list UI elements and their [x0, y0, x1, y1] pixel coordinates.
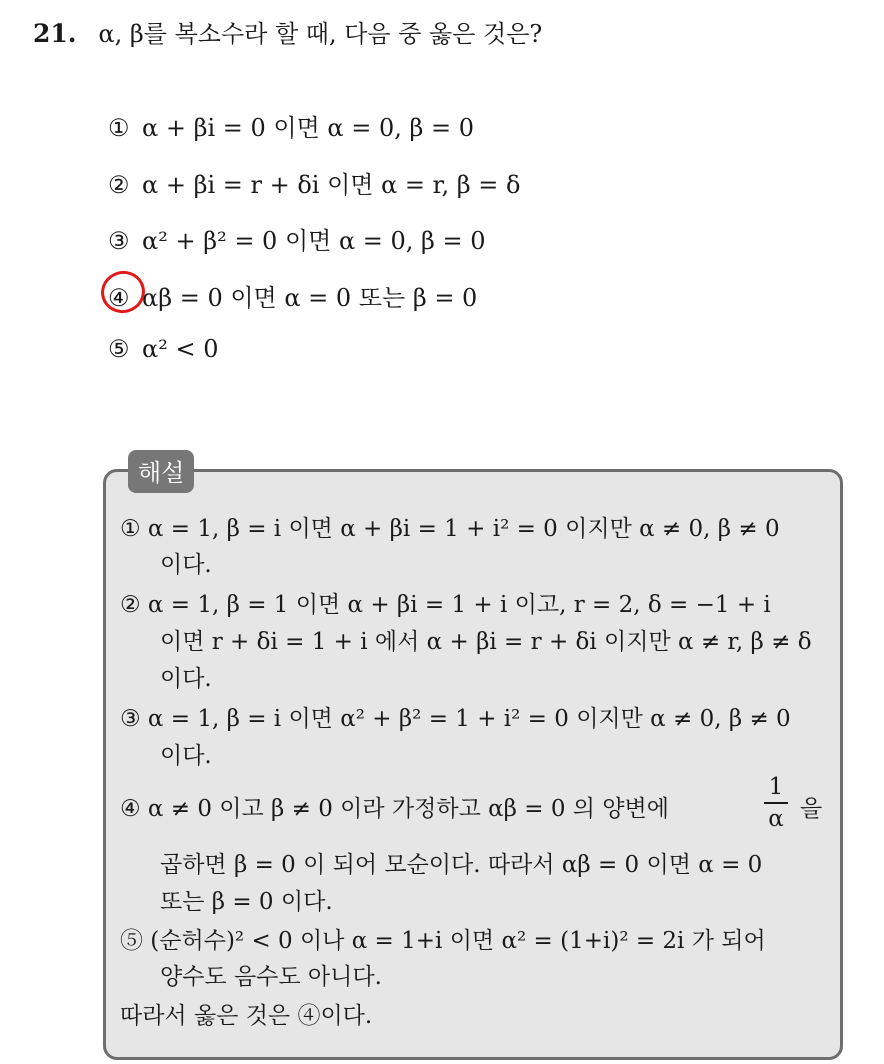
explanation-line: 이다. — [160, 666, 212, 692]
fraction-denominator: α — [768, 806, 784, 832]
explanation-line: 또는 β = 0 이다. — [160, 889, 333, 915]
choice-text: α² + β² = 0 이면 α = 0, β = 0 — [142, 227, 486, 255]
explanation-line: ② α = 1, β = 1 이면 α + βi = 1 + i 이고, r = 2, δ = −1 + i — [120, 592, 771, 618]
explanation-line: 이다. — [160, 743, 212, 769]
fraction-one-over-alpha — [764, 774, 788, 832]
choice-2[interactable] — [108, 165, 520, 200]
explanation-line: 따라서 옳은 것은 ④이다. — [120, 1003, 373, 1029]
question-header — [33, 14, 542, 49]
choice-mark: ③ — [108, 227, 130, 255]
choice-text: α² < 0 — [142, 335, 219, 363]
explanation-line: ③ α = 1, β = i 이면 α² + β² = 1 + i² = 0 이지만 α ≠ 0, β ≠ 0 — [120, 706, 791, 732]
question-number: 21. — [33, 19, 77, 48]
explanation-line: ① α = 1, β = i 이면 α + βi = 1 + i² = 0 이지만 α ≠ 0, β ≠ 0 — [120, 516, 780, 542]
explanation-line: 이다. — [160, 552, 212, 578]
explanation-line: 곱하면 β = 0 이 되어 모순이다. 따라서 αβ = 0 이면 α = 0 — [160, 852, 763, 878]
explanation-line: ④ α ≠ 0 이고 β ≠ 0 이라 가정하고 αβ = 0 의 양변에 — [120, 796, 669, 822]
choice-mark: ⑤ — [108, 335, 130, 363]
explanation-tag: 해설 — [128, 450, 194, 493]
explanation-line: 이면 r + δi = 1 + i 에서 α + βi = r + δi 이지만 α ≠ r, β ≠ δ — [160, 629, 812, 655]
choice-4[interactable] — [108, 278, 477, 313]
choice-mark: ① — [108, 114, 130, 142]
choice-3[interactable] — [108, 221, 486, 256]
fraction-numerator: 1 — [768, 774, 784, 800]
choice-text: αβ = 0 이면 α = 0 또는 β = 0 — [142, 284, 478, 312]
choice-mark: ② — [108, 171, 130, 199]
question-text: α, β를 복소수라 할 때, 다음 중 옳은 것은? — [98, 20, 543, 48]
choice-5[interactable] — [108, 335, 218, 363]
choice-text: α + βi = r + δi 이면 α = r, β = δ — [142, 171, 521, 199]
explanation-line: ⑤ (순허수)² < 0 이나 α = 1+i 이면 α² = (1+i)² = 2i 가 되어 — [120, 928, 766, 954]
choice-1[interactable] — [108, 108, 474, 143]
fraction-bar — [764, 802, 788, 804]
explanation-line: 을 — [800, 796, 823, 822]
choice-text: α + βi = 0 이면 α = 0, β = 0 — [142, 114, 475, 142]
explanation-line: 양수도 음수도 아니다. — [160, 964, 382, 990]
choice-mark: ④ — [108, 284, 130, 312]
